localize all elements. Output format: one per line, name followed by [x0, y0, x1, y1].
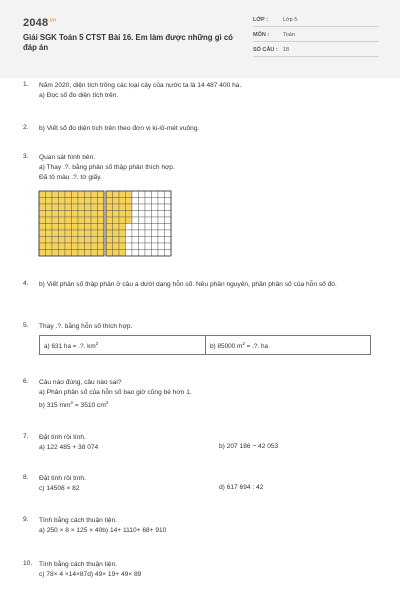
grid-cell — [158, 230, 165, 237]
question-number: 2. — [23, 124, 29, 131]
grid-cell — [85, 211, 92, 218]
grid-cell — [39, 211, 46, 218]
cell-text: a) 631 ha = .?. km — [44, 343, 96, 351]
grid-cell — [119, 217, 126, 224]
grid-cell — [59, 237, 66, 244]
grid-cell — [106, 230, 113, 237]
grid-figure — [38, 190, 188, 260]
grid-cell — [158, 211, 165, 218]
grid-cell — [158, 198, 165, 205]
grid-cell — [158, 204, 165, 211]
grid-cell — [139, 191, 146, 198]
question-text: a) Phân phân số của hỗn số bao giờ cũng bé hơn 1. — [39, 389, 192, 396]
grid-cell — [113, 211, 120, 218]
text: b) 315 mm — [39, 402, 71, 410]
grid-cell — [158, 191, 165, 198]
grid-cell — [145, 191, 152, 198]
question-text: Tính bằng cách thuận tiện. — [39, 561, 118, 568]
grid-cell — [65, 191, 72, 198]
grid-cell — [91, 243, 98, 250]
grid-cell — [139, 224, 146, 231]
grid-cell — [91, 204, 98, 211]
grid-cell — [98, 211, 105, 218]
grid-cell — [106, 191, 113, 198]
grid-cell — [139, 198, 146, 205]
grid-cell — [46, 211, 53, 218]
grid-cell — [165, 243, 172, 250]
grid-cell — [158, 224, 165, 231]
grid-cell — [165, 198, 172, 205]
question-text: Đặt tính rồi tính. — [39, 434, 86, 441]
question-text: Năm 2020, diện tích trồng các loại cây của nước ta là 14 487 400 ha. — [39, 82, 242, 89]
grid-cell — [106, 204, 113, 211]
grid-cell — [65, 211, 72, 218]
grid-cell — [59, 230, 66, 237]
question-text: a) Đọc số đo diện tích trên. — [39, 92, 119, 99]
question-number: 5. — [23, 322, 29, 329]
grid-cell — [85, 237, 92, 244]
grid-cell — [106, 250, 113, 257]
grid-cell — [98, 243, 105, 250]
grid-cell — [46, 224, 53, 231]
grid-cell — [119, 191, 126, 198]
question-number: 4. — [23, 280, 29, 287]
question-text: b) Viết phân số thập phân ở câu a dưới dạng hỗn số. Nêu phần nguyên, phần phân số của hỗn số đó. — [39, 281, 337, 288]
grid-sheets-illustration — [38, 190, 188, 258]
grid-cell — [65, 198, 72, 205]
logo-suffix: .vn — [48, 17, 57, 24]
grid-cell — [72, 230, 79, 237]
grid-cell — [59, 191, 66, 198]
grid-cell — [132, 237, 139, 244]
grid-cell — [91, 191, 98, 198]
grid-cell — [52, 204, 59, 211]
grid-cell — [145, 243, 152, 250]
grid-cell — [139, 230, 146, 237]
grid-cell — [119, 237, 126, 244]
grid-cell — [145, 224, 152, 231]
meta-subject — [253, 29, 379, 42]
question-text: a) 122 485 + 38 074 — [39, 444, 99, 451]
grid-cell — [78, 211, 85, 218]
grid-cell — [65, 237, 72, 244]
grid-cell — [126, 204, 133, 211]
grid-cell — [65, 204, 72, 211]
question-text: Thay .?. bằng hỗn số thích hợp. — [39, 323, 133, 330]
meta-value: 18 — [283, 47, 290, 53]
grid-cell — [52, 198, 59, 205]
grid-cell — [132, 230, 139, 237]
grid-cell — [126, 198, 133, 205]
grid-cell — [85, 198, 92, 205]
grid-cell — [165, 230, 172, 237]
grid-cell — [126, 217, 133, 224]
grid-cell — [132, 224, 139, 231]
grid-cell — [52, 191, 59, 198]
grid-cell — [152, 230, 159, 237]
grid-cell — [39, 217, 46, 224]
grid-cell — [78, 237, 85, 244]
grid-cell — [72, 224, 79, 231]
grid-cell — [39, 204, 46, 211]
grid-cell — [98, 217, 105, 224]
grid-cell — [78, 204, 85, 211]
grid-cell — [126, 211, 133, 218]
header — [0, 0, 400, 78]
grid-cell — [46, 204, 53, 211]
table-cell-b — [205, 336, 370, 354]
grid-cell — [158, 250, 165, 257]
grid-cell — [119, 230, 126, 237]
superscript: 2 — [242, 341, 245, 346]
grid-cell — [52, 224, 59, 231]
question-text: c) 78× 4 ×14×87d) 49× 19+ 49× 89 — [39, 571, 142, 578]
question-text: Tính bằng cách thuận tiện. — [39, 517, 118, 524]
grid-cell — [91, 237, 98, 244]
grid-cell — [52, 250, 59, 257]
grid-cell — [165, 217, 172, 224]
meta-label: MÔN : — [253, 32, 270, 38]
meta-value: Toán — [283, 32, 295, 38]
grid-cell — [113, 198, 120, 205]
grid-cell — [98, 224, 105, 231]
grid-cell — [72, 211, 79, 218]
page-title: Giải SGK Toán 5 CTST Bài 16. Em làm được những gì có đáp án — [23, 33, 233, 52]
grid-cell — [78, 191, 85, 198]
grid-cell — [72, 250, 79, 257]
grid-cell — [91, 230, 98, 237]
grid-cell — [98, 230, 105, 237]
grid-cell — [119, 198, 126, 205]
grid-cell — [152, 224, 159, 231]
grid-cell — [59, 224, 66, 231]
grid-cell — [139, 204, 146, 211]
question-text: Quan sát hình bên. — [39, 154, 96, 161]
grid-cell — [126, 243, 133, 250]
grid-cell — [132, 191, 139, 198]
question-number: 8. — [23, 474, 29, 481]
question-text: d) 617 694 : 42 — [219, 484, 264, 491]
grid-cell — [132, 211, 139, 218]
grid-cell — [52, 211, 59, 218]
grid-cell — [145, 250, 152, 257]
grid-cell — [59, 198, 66, 205]
grid-cell — [85, 204, 92, 211]
grid-cell — [39, 198, 46, 205]
grid-cell — [52, 237, 59, 244]
question-number: 10. — [23, 560, 33, 567]
grid-cell — [113, 230, 120, 237]
grid-cell — [78, 217, 85, 224]
cell-text: = .?. ha — [244, 343, 269, 351]
grid-cell — [165, 237, 172, 244]
grid-cell — [39, 250, 46, 257]
grid-cell — [152, 211, 159, 218]
grid-cell — [85, 191, 92, 198]
grid-cell — [39, 191, 46, 198]
text: = 3510 cm — [73, 402, 106, 410]
grid-cell — [52, 217, 59, 224]
grid-cell — [145, 211, 152, 218]
grid-cell — [106, 217, 113, 224]
grid-cell — [46, 198, 53, 205]
grid-cell — [113, 191, 120, 198]
grid-cell — [126, 224, 133, 231]
question-number: 3. — [23, 153, 29, 160]
grid-cell — [65, 250, 72, 257]
logo-text: 2048 — [23, 17, 49, 29]
question-text: b) Viết số đo diện tích trên theo đơn vị ki-lô-mét vuông. — [39, 125, 200, 132]
question-text: Câu nào đúng, câu nào sai? — [39, 379, 122, 386]
cell-text: b) 85000 m — [210, 343, 243, 351]
grid-cell — [98, 250, 105, 257]
grid-cell — [158, 237, 165, 244]
grid-cell — [98, 191, 105, 198]
grid-cell — [78, 230, 85, 237]
question-text: Đã tô màu .?. tờ giấy. — [39, 174, 102, 181]
meta-question-count — [253, 44, 379, 57]
grid-cell — [152, 198, 159, 205]
grid-cell — [152, 191, 159, 198]
grid-cell — [46, 243, 53, 250]
grid-cell — [152, 243, 159, 250]
superscript: 2 — [70, 400, 74, 405]
question-text: b) 207 186 − 42 053 — [219, 443, 279, 450]
grid-cell — [39, 243, 46, 250]
grid-cell — [139, 211, 146, 218]
grid-cell — [59, 204, 66, 211]
superscript: 2 — [105, 400, 109, 405]
grid-cell — [65, 217, 72, 224]
grid-cell — [72, 204, 79, 211]
superscript: 2 — [95, 341, 99, 346]
grid-cell — [113, 250, 120, 257]
grid-cell — [126, 230, 133, 237]
grid-cell — [145, 237, 152, 244]
grid-cell — [165, 250, 172, 257]
grid-cell — [98, 237, 105, 244]
grid-cell — [132, 250, 139, 257]
grid-cell — [91, 211, 98, 218]
grid-cell — [113, 243, 120, 250]
grid-cell — [59, 217, 66, 224]
grid-cell — [139, 243, 146, 250]
grid-cell — [126, 250, 133, 257]
question-text: a) Thay .?. bằng phân số thập phân thích hợp. — [39, 164, 175, 171]
grid-cell — [46, 230, 53, 237]
grid-cell — [145, 204, 152, 211]
meta-grade — [253, 14, 379, 27]
grid-cell — [165, 191, 172, 198]
grid-cell — [119, 250, 126, 257]
grid-cell — [59, 243, 66, 250]
question-text: c) 14508 × 82 — [39, 485, 80, 492]
grid-cell — [132, 198, 139, 205]
question-number: 7. — [23, 433, 29, 440]
grid-cell — [91, 217, 98, 224]
grid-cell — [145, 230, 152, 237]
meta-label: LỚP : — [253, 17, 268, 23]
grid-cell — [119, 224, 126, 231]
grid-cell — [139, 217, 146, 224]
grid-cell — [91, 198, 98, 205]
grid-cell — [132, 243, 139, 250]
grid-cell — [78, 250, 85, 257]
grid-cell — [65, 224, 72, 231]
grid-cell — [85, 224, 92, 231]
grid-cell — [98, 198, 105, 205]
grid-cell — [78, 198, 85, 205]
grid-cell — [139, 237, 146, 244]
table-cell-a — [40, 336, 205, 354]
grid-cell — [165, 204, 172, 211]
grid-cell — [113, 204, 120, 211]
grid-cell — [113, 237, 120, 244]
grid-cell — [106, 211, 113, 218]
grid-cell — [132, 204, 139, 211]
question-text: a) 250 × 8 × 125 × 40b) 14+ 1110+ 68+ 910 — [39, 527, 167, 534]
grid-cell — [59, 250, 66, 257]
grid-cell — [39, 224, 46, 231]
grid-cell — [91, 250, 98, 257]
grid-cell — [119, 243, 126, 250]
grid-cell — [98, 204, 105, 211]
grid-cell — [39, 230, 46, 237]
grid-cell — [165, 211, 172, 218]
grid-cell — [52, 230, 59, 237]
grid-cell — [46, 237, 53, 244]
grid-cell — [46, 217, 53, 224]
grid-cell — [106, 243, 113, 250]
grid-cell — [72, 217, 79, 224]
grid-cell — [152, 217, 159, 224]
grid-cell — [152, 204, 159, 211]
grid-cell — [139, 250, 146, 257]
grid-cell — [52, 243, 59, 250]
site-logo[interactable] — [23, 17, 56, 29]
question-number: 1. — [23, 81, 29, 88]
grid-cell — [145, 198, 152, 205]
question-text: Đặt tính rồi tính. — [39, 475, 86, 482]
grid-cell — [145, 217, 152, 224]
grid-cell — [46, 250, 53, 257]
grid-cell — [72, 198, 79, 205]
grid-cell — [113, 217, 120, 224]
grid-cell — [72, 243, 79, 250]
grid-cell — [91, 224, 98, 231]
grid-cell — [119, 204, 126, 211]
grid-cell — [59, 211, 66, 218]
grid-cell — [65, 230, 72, 237]
conversion-table — [39, 335, 371, 355]
grid-cell — [126, 237, 133, 244]
grid-cell — [65, 243, 72, 250]
grid-cell — [106, 198, 113, 205]
question-number: 9. — [23, 516, 29, 523]
grid-cell — [85, 243, 92, 250]
grid-cell — [132, 217, 139, 224]
meta-value: Lớp 5 — [283, 17, 298, 23]
grid-cell — [152, 237, 159, 244]
grid-cell — [72, 237, 79, 244]
grid-cell — [72, 191, 79, 198]
grid-cell — [152, 250, 159, 257]
grid-cell — [78, 224, 85, 231]
grid-cell — [106, 224, 113, 231]
grid-cell — [113, 224, 120, 231]
grid-cell — [85, 250, 92, 257]
grid-cell — [46, 191, 53, 198]
grid-cell — [106, 237, 113, 244]
question-number: 6. — [23, 378, 29, 385]
grid-cell — [85, 217, 92, 224]
grid-cell — [126, 191, 133, 198]
grid-cell — [158, 243, 165, 250]
grid-cell — [39, 237, 46, 244]
grid-cell — [78, 243, 85, 250]
grid-cell — [165, 224, 172, 231]
grid-cell — [119, 211, 126, 218]
meta-label: SỐ CÂU : — [253, 47, 278, 53]
grid-cell — [158, 217, 165, 224]
grid-cell — [85, 230, 92, 237]
question-text — [39, 398, 379, 408]
